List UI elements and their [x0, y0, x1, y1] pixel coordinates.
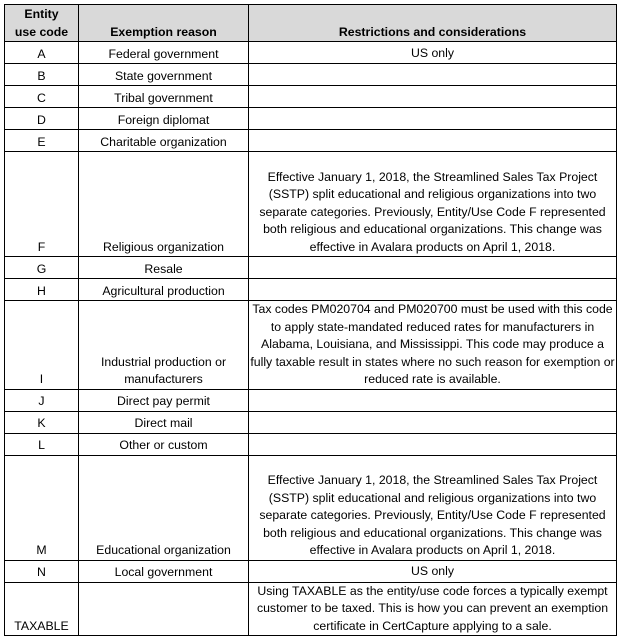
- cell-entity-use-code: A: [5, 42, 79, 64]
- table-row: [5, 86, 617, 108]
- cell-entity-use-code: F: [5, 152, 79, 257]
- table-body: [5, 42, 617, 636]
- cell-exemption-reason: Educational organization: [79, 455, 249, 560]
- cell-exemption-reason: Religious organization: [79, 152, 249, 257]
- cell-exemption-reason: [79, 582, 249, 636]
- cell-entity-use-code: I: [5, 301, 79, 390]
- column-header-entity-use-code: [5, 5, 79, 42]
- column-header-exemption-reason: Exemption reason: [79, 5, 249, 42]
- table-row: [5, 42, 617, 64]
- cell-restrictions: US only: [249, 42, 617, 64]
- cell-restrictions: [249, 433, 617, 455]
- cell-restrictions: [249, 411, 617, 433]
- cell-entity-use-code: K: [5, 411, 79, 433]
- table-row: [5, 108, 617, 130]
- cell-restrictions: [249, 130, 617, 152]
- table-row: [5, 560, 617, 582]
- cell-restrictions: [249, 108, 617, 130]
- cell-entity-use-code: C: [5, 86, 79, 108]
- column-header-entity-use-code-line2: use code: [14, 24, 69, 39]
- table-row: [5, 257, 617, 279]
- cell-entity-use-code: L: [5, 433, 79, 455]
- cell-exemption-reason: Agricultural production: [79, 279, 249, 301]
- table-row: [5, 389, 617, 411]
- cell-restrictions: [249, 86, 617, 108]
- cell-exemption-reason: Federal government: [79, 42, 249, 64]
- table-row: [5, 279, 617, 301]
- cell-exemption-reason: Direct pay permit: [79, 389, 249, 411]
- cell-entity-use-code: H: [5, 279, 79, 301]
- table-row: [5, 411, 617, 433]
- cell-entity-use-code: D: [5, 108, 79, 130]
- cell-entity-use-code: N: [5, 560, 79, 582]
- cell-entity-use-code: G: [5, 257, 79, 279]
- table-header-row: [5, 5, 617, 42]
- cell-restrictions: Using TAXABLE as the entity/use code forces a typically exempt customer to be taxed. This is how you can prevent an exemption certificate in CertCapture applying to a sale.: [249, 582, 617, 636]
- cell-restrictions: Effective January 1, 2018, the Streamlined Sales Tax Project (SSTP) split educational and religious organizations into two separate categories. Previously, Entity/Use Code F represented both religious and educational organizations. This change was effective in Avalara products on April 1, 2018.: [249, 152, 617, 257]
- cell-restrictions: Effective January 1, 2018, the Streamlined Sales Tax Project (SSTP) split educational and religious organizations into two separate categories. Previously, Entity/Use Code F represented both religious and educational organizations. This change was effective in Avalara products on April 1, 2018.: [249, 455, 617, 560]
- cell-restrictions: [249, 257, 617, 279]
- cell-exemption-reason: Industrial production or manufacturers: [79, 301, 249, 390]
- cell-restrictions: [249, 279, 617, 301]
- cell-exemption-reason: Tribal government: [79, 86, 249, 108]
- table-row: [5, 301, 617, 390]
- table-header: [5, 5, 617, 42]
- table-row: [5, 152, 617, 257]
- cell-exemption-reason: Other or custom: [79, 433, 249, 455]
- table-row: [5, 582, 617, 636]
- cell-entity-use-code: M: [5, 455, 79, 560]
- table-row: [5, 64, 617, 86]
- column-header-restrictions: Restrictions and considerations: [249, 5, 617, 42]
- cell-exemption-reason: Direct mail: [79, 411, 249, 433]
- table-row: [5, 455, 617, 560]
- table-row: [5, 433, 617, 455]
- entity-use-code-table: [4, 4, 617, 636]
- cell-restrictions: Tax codes PM020704 and PM020700 must be used with this code to apply state-mandated reduced rates for manufacturers in Alabama, Louisiana, and Mississippi. This code may produce a fully taxable result in states where no such reason for exemption or reduced rate is available.: [249, 301, 617, 390]
- cell-entity-use-code: TAXABLE: [5, 582, 79, 636]
- cell-restrictions: US only: [249, 560, 617, 582]
- cell-restrictions: [249, 64, 617, 86]
- column-header-entity-use-code-line1: Entity: [24, 7, 59, 21]
- cell-exemption-reason: State government: [79, 64, 249, 86]
- cell-exemption-reason: Foreign diplomat: [79, 108, 249, 130]
- table-row: [5, 130, 617, 152]
- cell-entity-use-code: B: [5, 64, 79, 86]
- cell-exemption-reason: Resale: [79, 257, 249, 279]
- cell-exemption-reason: Local government: [79, 560, 249, 582]
- cell-entity-use-code: J: [5, 389, 79, 411]
- cell-restrictions: [249, 389, 617, 411]
- cell-entity-use-code: E: [5, 130, 79, 152]
- cell-exemption-reason: Charitable organization: [79, 130, 249, 152]
